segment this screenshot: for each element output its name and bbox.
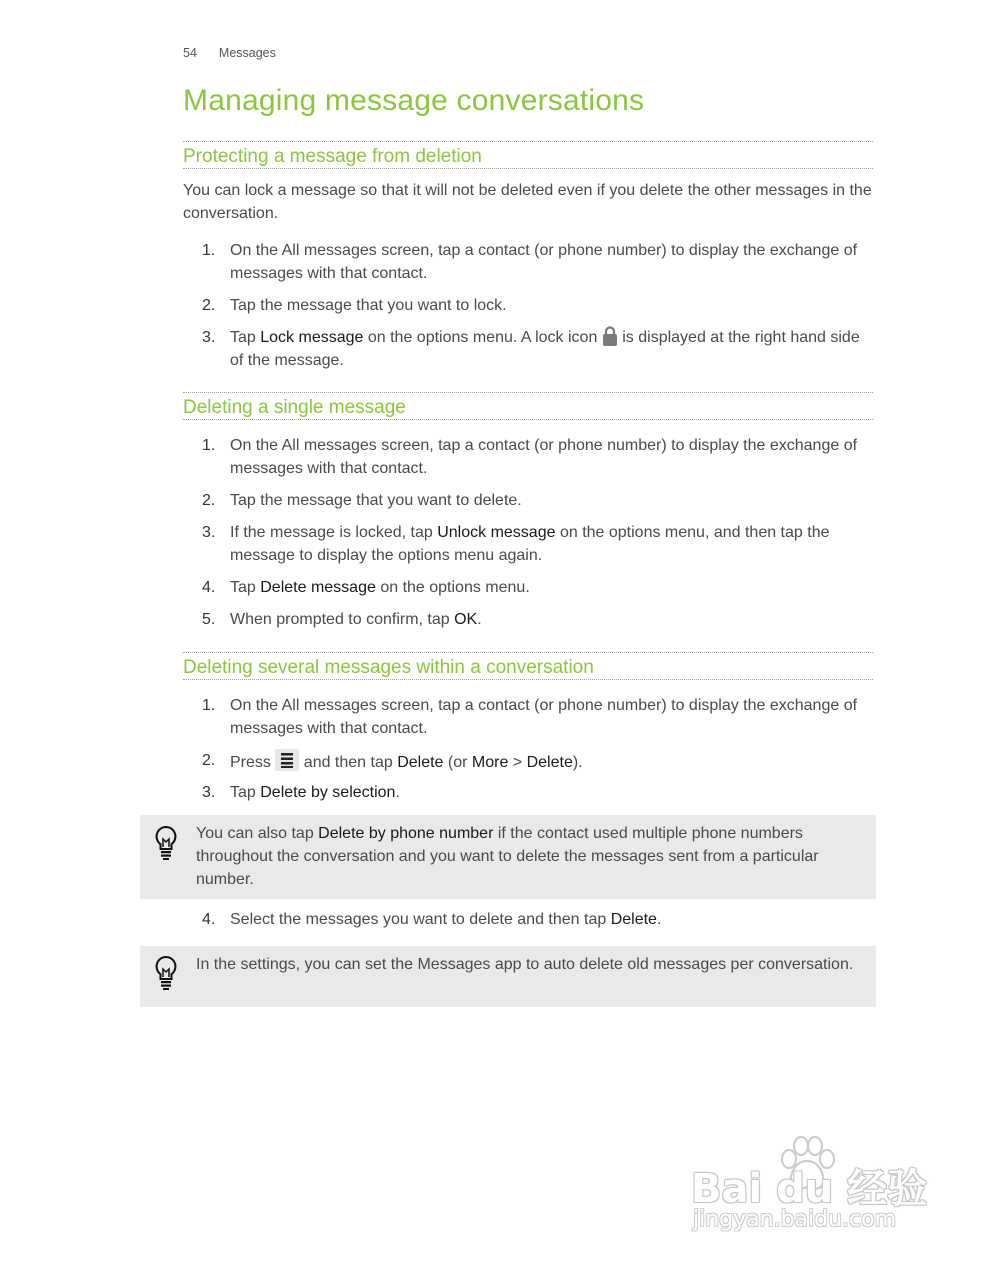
lightbulb-icon xyxy=(154,825,178,861)
watermark-brand: Bai du 经验 xyxy=(691,1166,928,1212)
page-number: 54 xyxy=(183,46,197,60)
step-number: 3. xyxy=(202,524,216,541)
tip-text: You can also tap Delete by phone number if the contact used multiple phone numbers throughout the conversation and you want to delete the messages sent from a particular number. xyxy=(196,825,819,888)
tip-text: In the settings, you can set the Messages app to auto delete old messages per conversation. xyxy=(196,956,854,973)
baidu-watermark xyxy=(689,1135,929,1245)
tip-box xyxy=(140,946,876,1007)
watermark-url: jingyan.baidu.com xyxy=(693,1207,897,1232)
step-text: Tap Delete message on the options menu. xyxy=(230,579,530,596)
section-heading-protecting xyxy=(183,141,873,169)
ui-term: Delete xyxy=(610,911,657,928)
step-text: If the message is locked, tap Unlock message on the options menu, and then tap the message to display the options menu again. xyxy=(230,524,830,564)
menu-icon xyxy=(275,749,299,771)
ui-term: Delete by selection xyxy=(260,784,396,801)
step-number: 1. xyxy=(202,242,216,259)
ui-term: Lock message xyxy=(260,329,364,346)
ui-term: More xyxy=(471,754,509,771)
running-header xyxy=(183,46,276,60)
step-text: On the All messages screen, tap a contact (or phone number) to display the exchange of messages with that contact. xyxy=(230,242,858,282)
tip-box xyxy=(140,815,876,899)
lightbulb-icon xyxy=(154,955,178,991)
step-text: On the All messages screen, tap a contact (or phone number) to display the exchange of messages with that contact. xyxy=(230,697,858,737)
page-title: Managing message conversations xyxy=(183,84,645,117)
section-title: Deleting several messages within a conversation xyxy=(183,657,594,678)
step-text: Select the messages you want to delete and then tap Delete. xyxy=(230,911,662,928)
ui-term: Delete by phone number xyxy=(318,825,494,842)
ui-term: Delete xyxy=(526,754,573,771)
step-number: 2. xyxy=(202,297,216,314)
step-text: Press and then tap Delete (or More > Delete). xyxy=(230,749,873,774)
section-heading-several xyxy=(183,652,873,680)
step-number: 2. xyxy=(202,752,216,769)
step-text: On the All messages screen, tap a contact (or phone number) to display the exchange of messages with that contact. xyxy=(230,437,858,477)
ui-term: Unlock message xyxy=(437,524,556,541)
chapter-name: Messages xyxy=(218,46,276,60)
step-number: 3. xyxy=(202,784,216,801)
step-number: 4. xyxy=(202,579,216,596)
step-number: 1. xyxy=(202,697,216,714)
step-text: When prompted to confirm, tap OK. xyxy=(230,611,482,628)
step-number: 5. xyxy=(202,611,216,628)
section-title: Deleting a single message xyxy=(183,397,406,418)
section-title: Protecting a message from deletion xyxy=(183,146,482,167)
ui-term: OK xyxy=(454,611,478,628)
step-number: 2. xyxy=(202,492,216,509)
step-text: Tap the message that you want to delete. xyxy=(230,492,522,509)
step-number: 3. xyxy=(202,329,216,346)
step-text: Tap the message that you want to lock. xyxy=(230,297,507,314)
ui-term: Delete message xyxy=(260,579,376,596)
section-heading-single xyxy=(183,392,873,420)
lock-icon xyxy=(602,326,618,346)
step-number: 1. xyxy=(202,437,216,454)
step-text: Tap Lock message on the options menu. A lock icon is displayed at the right hand side of the message. xyxy=(230,326,873,372)
ui-term: Delete xyxy=(397,754,444,771)
step-text: Tap Delete by selection. xyxy=(230,784,400,801)
section-intro: You can lock a message so that it will not be deleted even if you delete the other messages in the conversation. xyxy=(183,182,872,222)
step-number: 4. xyxy=(202,911,216,928)
